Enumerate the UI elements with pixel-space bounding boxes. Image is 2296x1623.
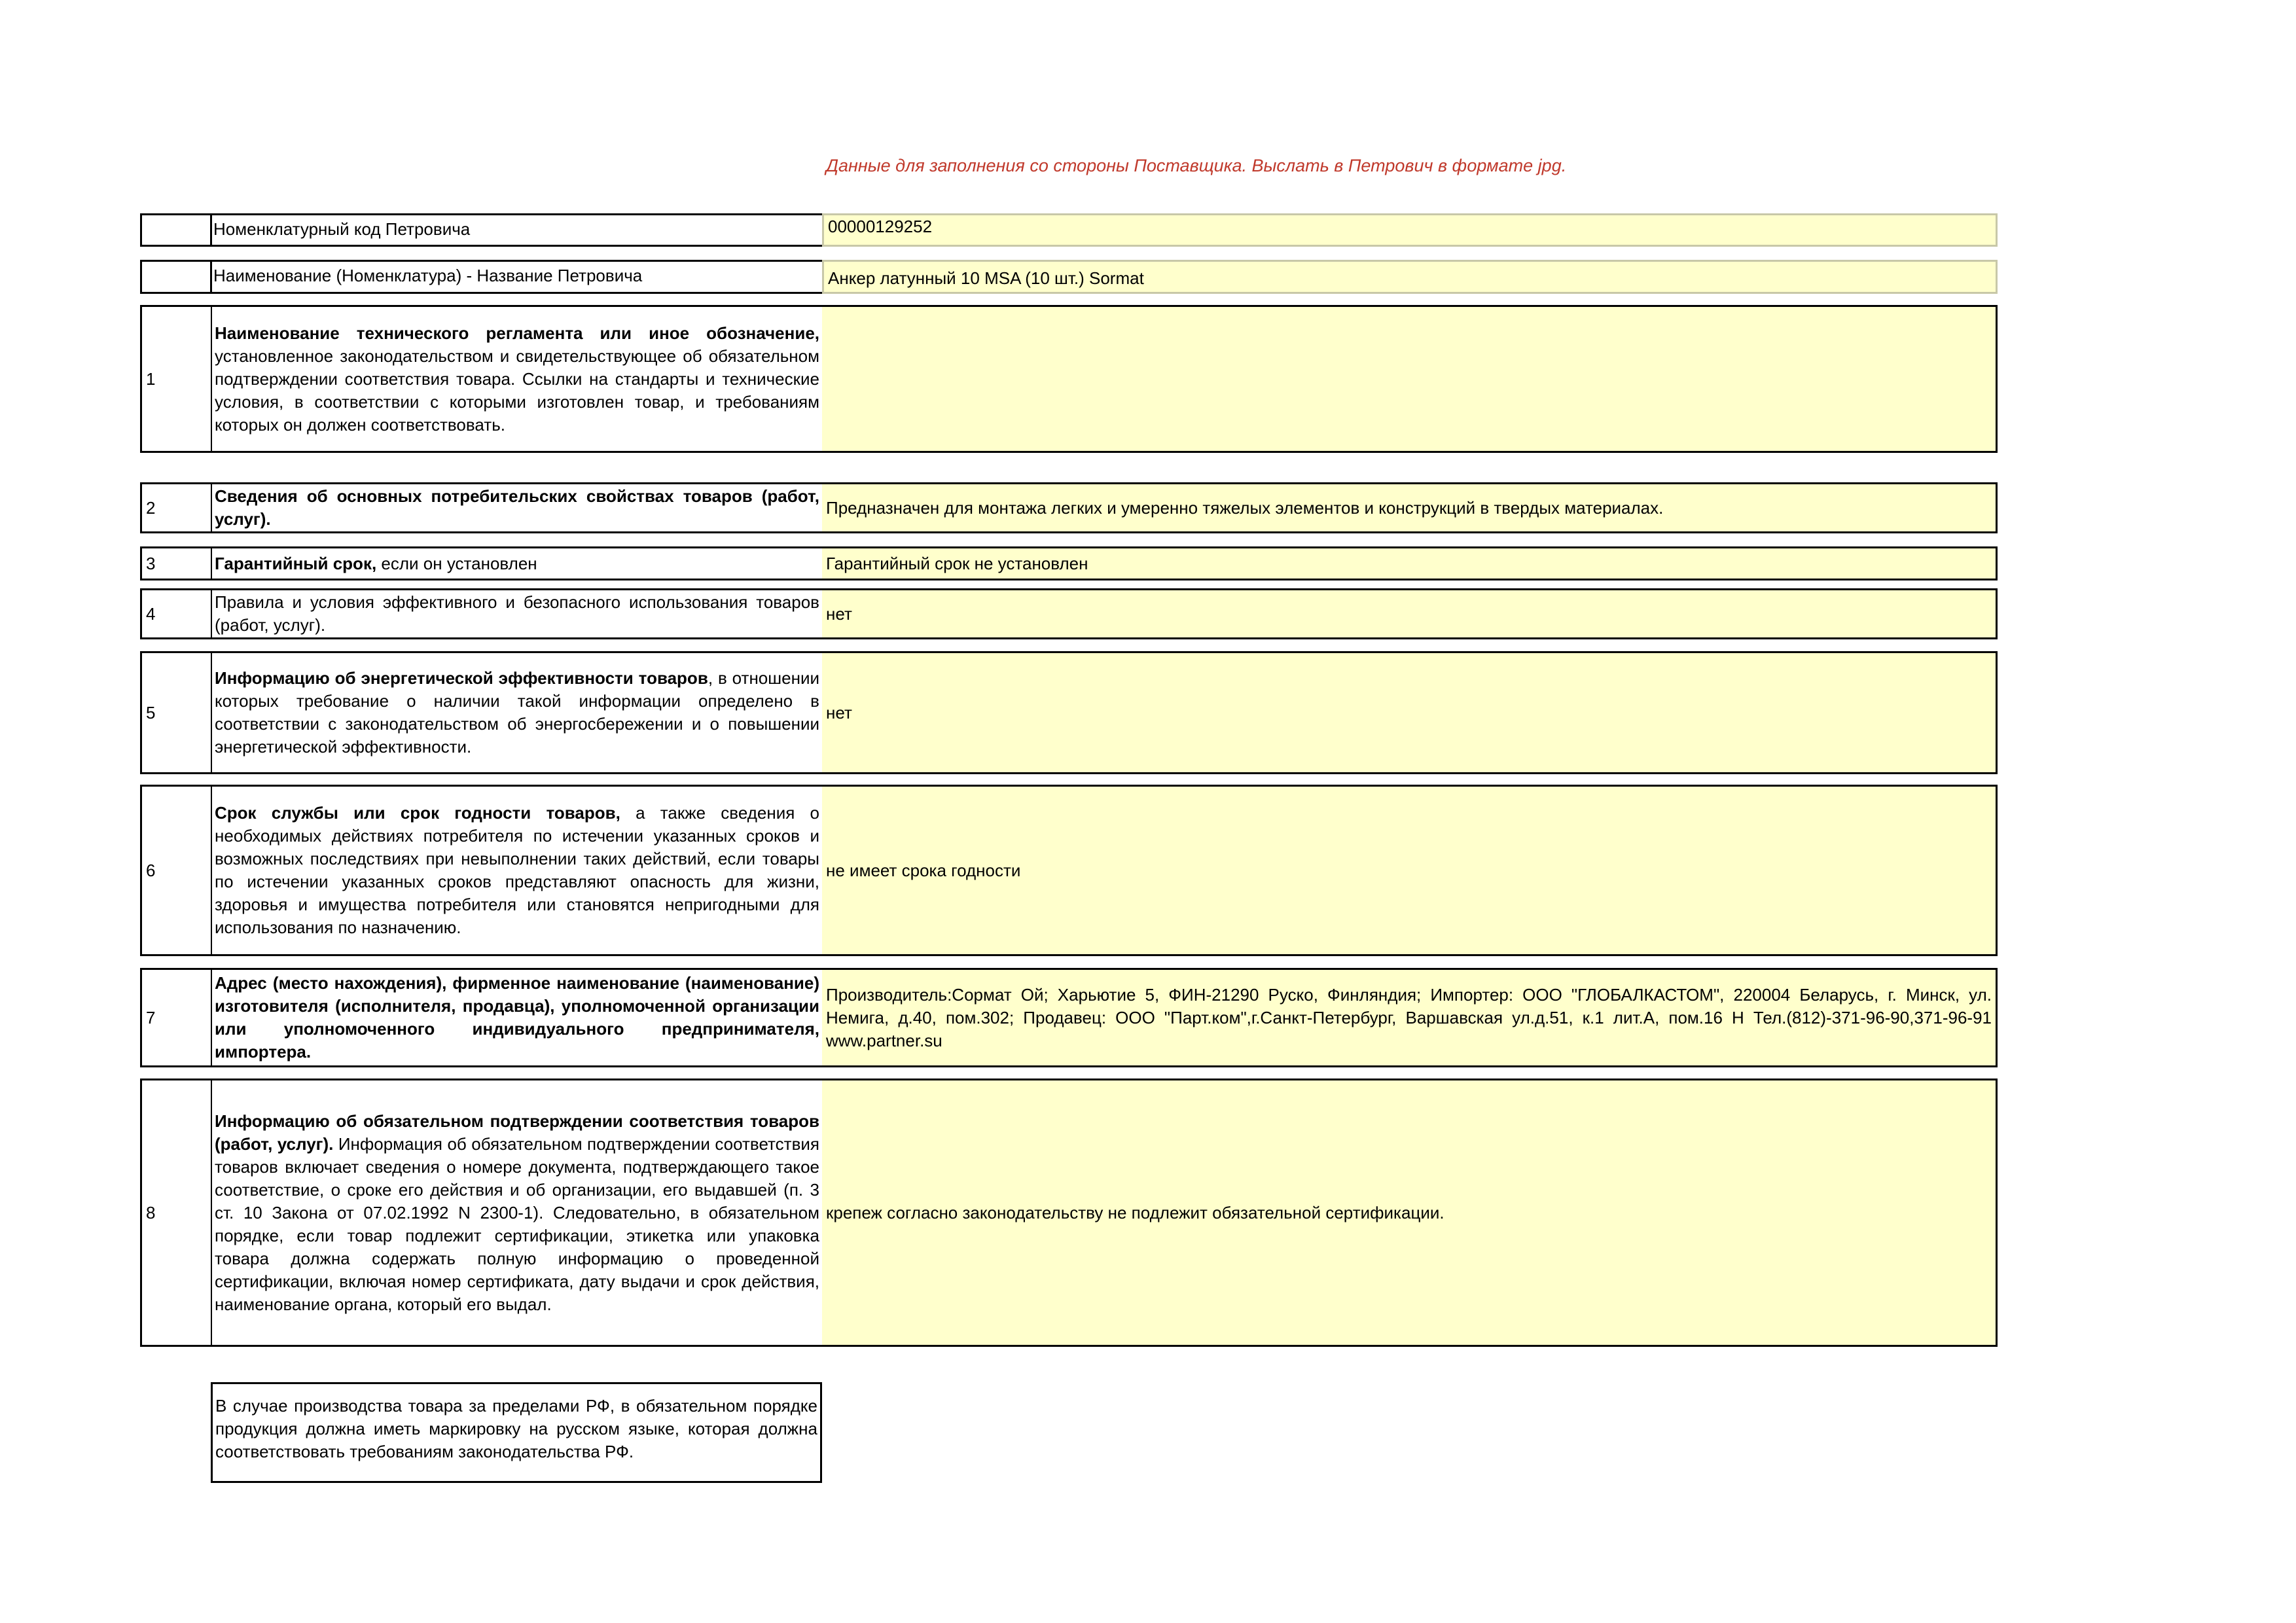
- row-label-cell: [211, 482, 823, 533]
- row-value-cell[interactable]: [822, 213, 1998, 247]
- row-number-cell: 6: [140, 785, 212, 956]
- row-label-cell: [211, 546, 823, 580]
- row-value: нет: [826, 702, 852, 722]
- row-label: Адрес (место нахождения), фирменное наименование (наименование) изготовителя (исполнителя, продавца), уполномоченной организации или уполномоченного индивидуального предпринимателя, импортера.: [215, 973, 819, 1061]
- row-value-cell[interactable]: [822, 651, 1998, 774]
- row-value-cell[interactable]: [822, 482, 1998, 533]
- row-number-cell: [140, 213, 212, 247]
- row-value-cell[interactable]: [822, 305, 1998, 453]
- row-value: нет: [826, 603, 852, 624]
- row-number-cell: [140, 260, 212, 294]
- row-value: Гарантийный срок не установлен: [826, 553, 1088, 573]
- row-value: не имеет срока годности: [826, 860, 1021, 880]
- row-value-cell[interactable]: [822, 588, 1998, 639]
- row-value-cell[interactable]: [822, 968, 1998, 1067]
- row-label-cell: [211, 260, 823, 294]
- row-value: крепеж согласно законодательству не подлежит обязательной сертификации.: [826, 1202, 1444, 1222]
- row-number-cell: 2: [140, 482, 212, 533]
- row-label: Правила и условия эффективного и безопасного использования товаров (работ, услуг).: [215, 592, 819, 635]
- row-label: Срок службы или срок годности товаров, а также сведения о необходимых действиях потребителя по истечении указанных сроков и возможных последствиях при невыполнении таких действий, если товары по истечении указанных сроков представляют опасность для жизни, здоровья и имущества потребителя или становятся непригодными для использования по назначению.: [215, 803, 819, 937]
- row-label-cell: [211, 588, 823, 639]
- row-number-cell: 8: [140, 1079, 212, 1347]
- row-number-cell: 3: [140, 546, 212, 580]
- row-value-cell[interactable]: [822, 260, 1998, 294]
- row-label-cell: [211, 651, 823, 774]
- row-label-cell: [211, 213, 823, 247]
- row-value: 00000129252: [828, 217, 933, 236]
- row-number-cell: 1: [140, 305, 212, 453]
- row-label: Информацию об обязательном подтверждении соответствия товаров (работ, услуг). Информация об обязательном подтверждении соответствия товаров включает сведения о номере документа, подтверждающего такое соответствие, о сроке его действия и об организации, его выдавшей (п. 3 ст. 10 Закона от 07.02.1992 N 2300-1). Следовательно, в обязательном порядке, если товар подлежит сертификации, этикетка или упаковка товара должна содержать полную информацию о проведенной сертификации, включая номер сертификата, дату выдачи и срок действия, наименование органа, который его выдал.: [215, 1111, 819, 1314]
- row-value-cell[interactable]: [822, 785, 1998, 956]
- row-label: Информацию об энергетической эффективности товаров, в отношении которых требование о наличии такой информации определено в соответствии с законодательством об энергосбережении и о повышении энергетической эффективности.: [215, 668, 819, 757]
- row-label: Сведения об основных потребительских свойствах товаров (работ, услуг).: [215, 486, 819, 529]
- row-label-cell: [211, 305, 823, 453]
- row-value: Производитель:Сормат Ой; Харьютие 5, ФИН-21290 Руско, Финляндия; Импортер: ООО "ГЛОБАЛКАСТОМ", 220004 Беларусь, г. Минск, ул. Немига, д.40, пом.302; Продавец: ООО "Парт.ком",г.Санкт-Петербург, Варшавская ул.д.51, к.1 лит.А, пом.16 Н Тел.(812)-371-96-90,371-96-91 www.partner.su: [826, 984, 1992, 1050]
- row-label: Гарантийный срок, если он установлен: [215, 553, 537, 573]
- row-number-cell: 5: [140, 651, 212, 774]
- row-label: Наименование (Номенклатура) - Название Петровича: [213, 266, 643, 285]
- row-number-cell: 4: [140, 588, 212, 639]
- row-label: Номенклатурный код Петровича: [213, 219, 471, 239]
- supplier-instruction-note: Данные для заполнения со стороны Поставщика. Выслать в Петрович в формате jpg.: [826, 156, 1567, 175]
- footer-note: В случае производства товара за пределами РФ, в обязательном порядке продукция должна иметь маркировку на русском языке, которая должна соответствовать требованиям законодательства РФ.: [211, 1382, 822, 1483]
- row-label-cell: [211, 785, 823, 956]
- row-value-cell[interactable]: [822, 1079, 1998, 1347]
- row-value: Предназначен для монтажа легких и умеренно тяжелых элементов и конструкций в твердых материалах.: [826, 497, 1664, 518]
- row-label: Наименование технического регламента или иное обозначение, установленное законодательством и свидетельствующее об обязательном подтверждении соответствия товара. Ссылки на стандарты и технические условия, в соответствии с которыми изготовлен товар, и требованиям которых он должен соответствовать.: [215, 323, 819, 435]
- row-label-cell: [211, 968, 823, 1067]
- row-value-cell[interactable]: [822, 546, 1998, 580]
- row-label-cell: [211, 1079, 823, 1347]
- row-number-cell: 7: [140, 968, 212, 1067]
- row-value: Анкер латунный 10 MSA (10 шт.) Sormat: [828, 268, 1144, 288]
